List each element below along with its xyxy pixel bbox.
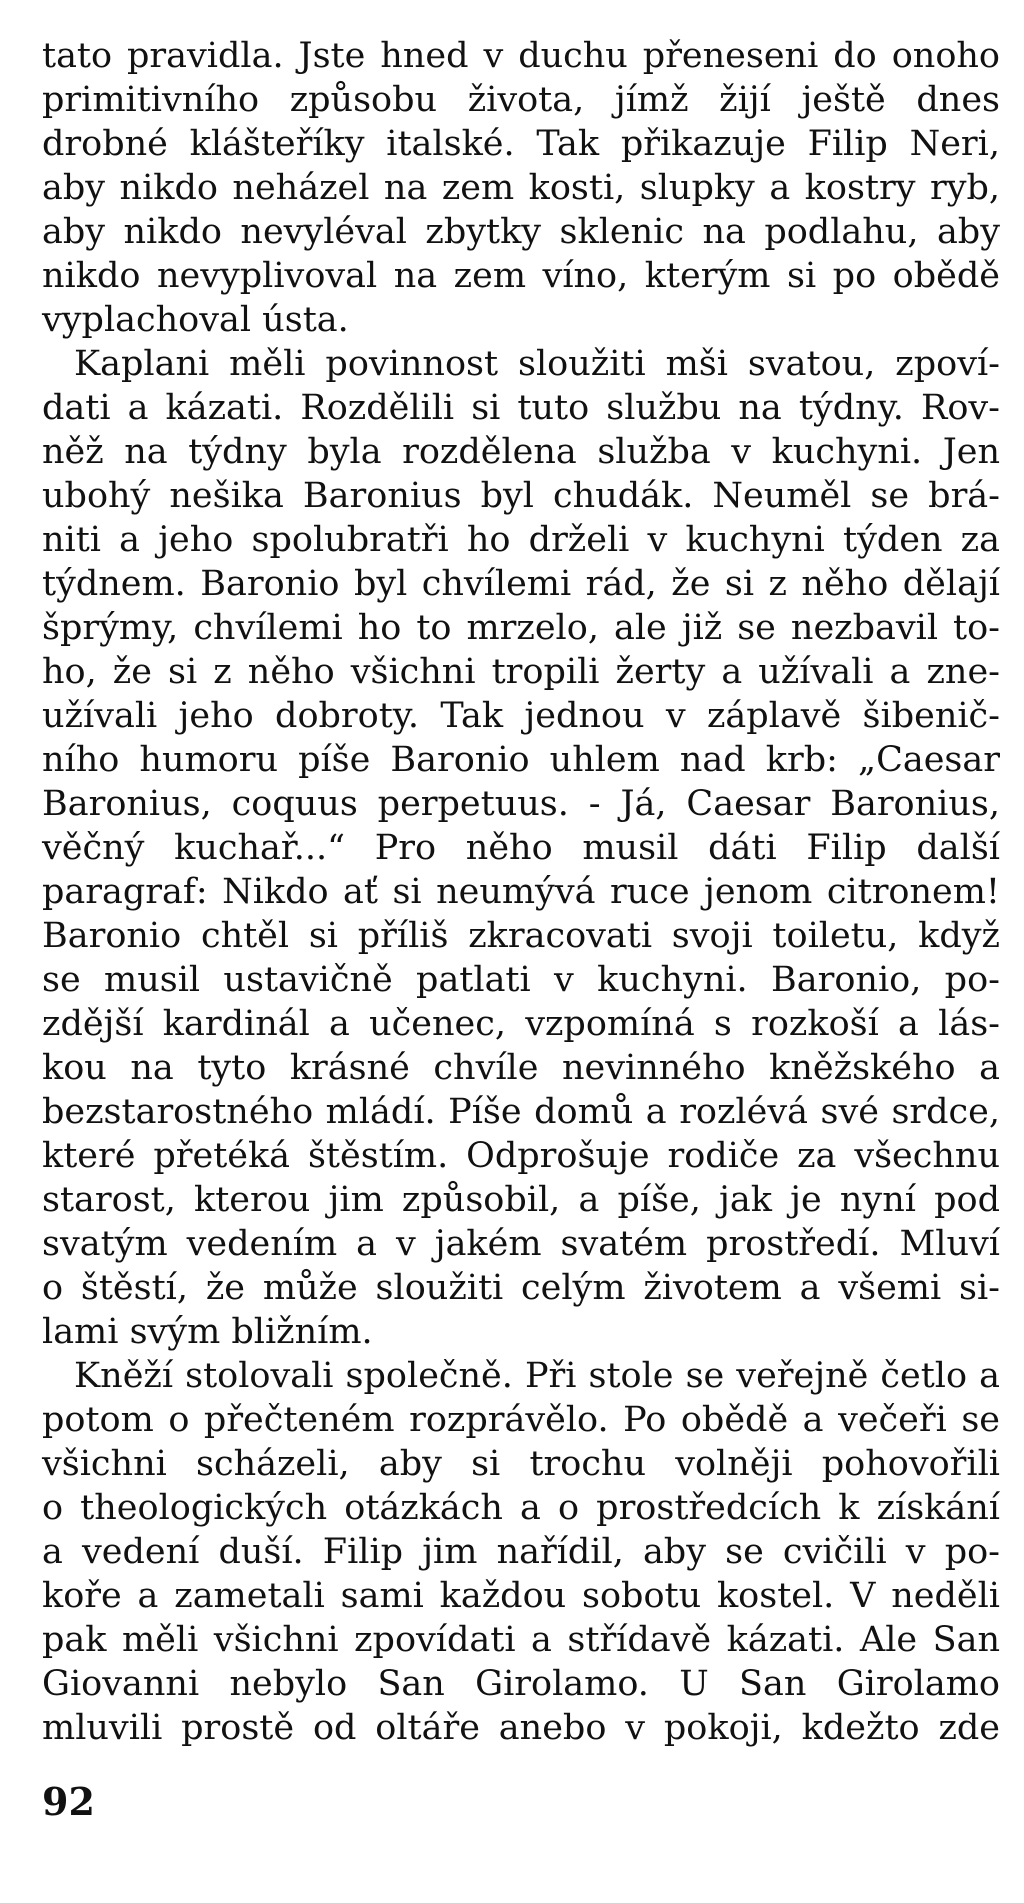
text-line: věčný kuchař...“ Pro něho musil dáti Filip další xyxy=(42,828,1000,868)
text-line: užívali jeho dobroty. Tak jednou v záplavě šibenič- xyxy=(42,696,1000,736)
text-line: koře a zametali sami každou sobotu kostel. V neděli xyxy=(42,1576,1000,1616)
text-line: Kaplani měli povinnost sloužiti mši svatou, zpoví- xyxy=(74,344,1000,384)
text-line: mluvili prostě od oltáře anebo v pokoji, kdežto zde xyxy=(42,1708,1000,1748)
text-line: kou na tyto krásné chvíle nevinného kněžského a xyxy=(42,1048,1000,1088)
text-line: zdější kardinál a učenec, vzpomíná s rozkoší a lás- xyxy=(42,1004,1000,1044)
text-line: drobné klášteříky italské. Tak přikazuje Filip Neri, xyxy=(42,124,1000,164)
text-line: Giovanni nebylo San Girolamo. U San Girolamo xyxy=(42,1664,1000,1704)
text-line: se musil ustavičně patlati v kuchyni. Baronio, po- xyxy=(42,960,1000,1000)
text-line: lami svým bližním. xyxy=(42,1312,373,1352)
text-line: nikdo nevyplivoval na zem víno, kterým si po obědě xyxy=(42,256,1000,296)
text-line: Kněží stolovali společně. Při stole se veřejně četlo a xyxy=(74,1356,1000,1396)
text-line: které přetéká štěstím. Odprošuje rodiče za všechnu xyxy=(42,1136,1000,1176)
text-line: bezstarostného mládí. Píše domů a rozlévá své srdce, xyxy=(42,1092,1000,1132)
text-line: svatým vedením a v jakém svatém prostředí. Mluví xyxy=(42,1224,1000,1264)
text-line: ho, že si z něho všichni tropili žerty a užívali a zne- xyxy=(42,652,1000,692)
text-line: Baronius, coquus perpetuus. - Já, Caesar Baronius, xyxy=(42,784,1000,824)
text-line: paragraf: Nikdo ať si neumývá ruce jenom citronem! xyxy=(42,872,1000,912)
text-line: o theologických otázkách a o prostředcích k získání xyxy=(42,1488,1000,1528)
text-line: ubohý nešika Baronius byl chudák. Neuměl se brá- xyxy=(42,476,1000,516)
text-line: starost, kterou jim způsobil, a píše, jak je nyní pod xyxy=(42,1180,1000,1220)
page-number: 92 xyxy=(42,1779,95,1824)
text-line: o štěstí, že může sloužiti celým životem a všemi si- xyxy=(42,1268,1000,1308)
text-line: Baronio chtěl si příliš zkracovati svoji toiletu, když xyxy=(42,916,1000,956)
text-line: něž na týdny byla rozdělena služba v kuchyni. Jen xyxy=(42,432,1000,472)
text-line: aby nikdo nevyléval zbytky sklenic na podlahu, aby xyxy=(42,212,1000,252)
text-line: potom o přečteném rozprávělo. Po obědě a večeři se xyxy=(42,1400,1000,1440)
text-line: niti a jeho spolubratři ho drželi v kuchyni týden za xyxy=(42,520,1000,560)
text-line: aby nikdo neházel na zem kosti, slupky a kostry ryb, xyxy=(42,168,1000,208)
text-line: všichni scházeli, aby si trochu volněji pohovořili xyxy=(42,1444,1000,1484)
text-line: dati a kázati. Rozdělili si tuto službu na týdny. Rov- xyxy=(42,388,1000,428)
text-line: a vedení duší. Filip jim nařídil, aby se cvičili v po- xyxy=(42,1532,1000,1572)
text-line: pak měli všichni zpovídati a střídavě kázati. Ale San xyxy=(42,1620,1000,1660)
text-line: ního humoru píše Baronio uhlem nad krb: „Caesar xyxy=(42,740,1000,780)
body-text xyxy=(42,34,1000,1750)
text-line: týdnem. Baronio byl chvílemi rád, že si z něho dělají xyxy=(42,564,1000,604)
text-line: šprýmy, chvílemi ho to mrzelo, ale již se nezbavil to- xyxy=(42,608,1000,648)
text-line: vyplachoval ústa. xyxy=(42,300,349,340)
text-line: primitivního způsobu života, jímž žijí ještě dnes xyxy=(42,80,1000,120)
text-line: tato pravidla. Jste hned v duchu přeneseni do onoho xyxy=(42,36,1000,76)
